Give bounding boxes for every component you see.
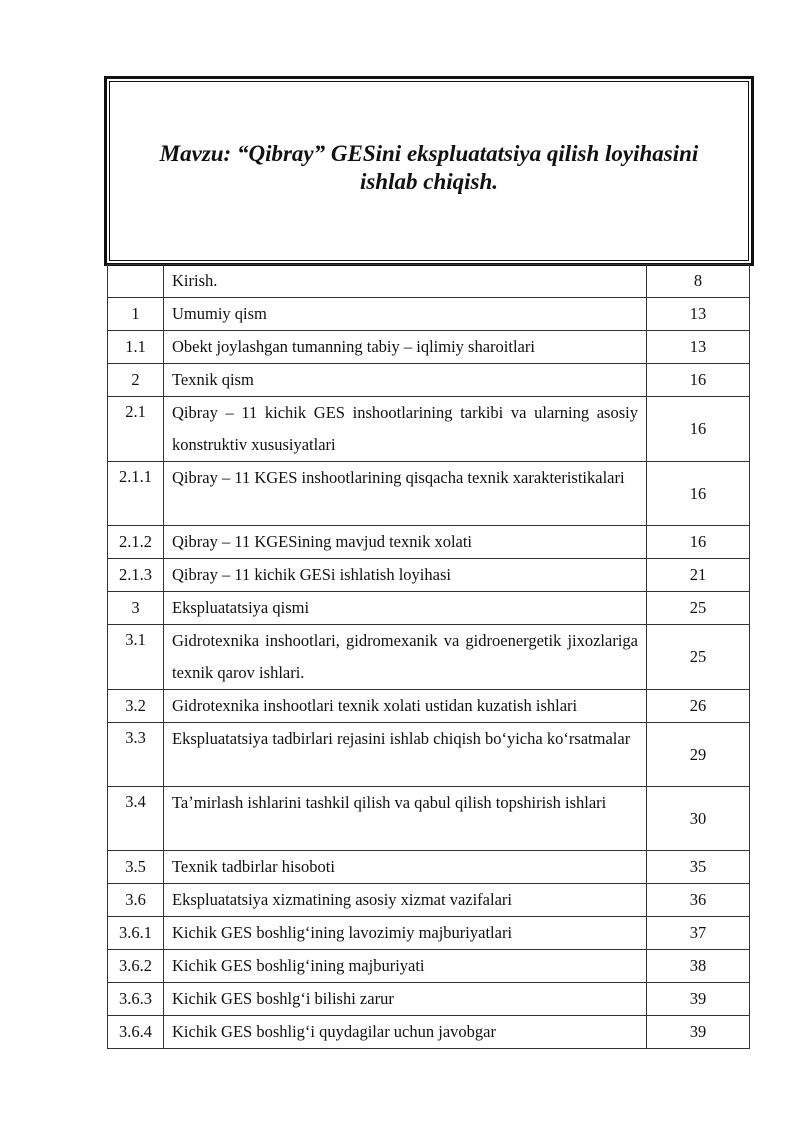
page-number: 35 bbox=[647, 851, 750, 884]
page-number: 21 bbox=[647, 559, 750, 592]
section-title: Qibray – 11 KGES inshootlarining qisqacha texnik xarakteristikalari bbox=[164, 462, 647, 526]
section-title: Qibray – 11 kichik GESi ishlatish loyihasi bbox=[164, 559, 647, 592]
section-title: Obekt joylashgan tumanning tabiy – iqlimiy sharoitlari bbox=[164, 331, 647, 364]
table-row bbox=[108, 950, 750, 983]
page-number: 30 bbox=[647, 787, 750, 851]
section-number: 3.6.4 bbox=[108, 1016, 164, 1049]
page-number: 37 bbox=[647, 917, 750, 950]
section-title: Gidrotexnika inshootlari texnik xolati ustidan kuzatish ishlari bbox=[164, 690, 647, 723]
section-number: 3.1 bbox=[108, 625, 164, 690]
table-row bbox=[108, 625, 750, 690]
page-number: 13 bbox=[647, 298, 750, 331]
table-row bbox=[108, 462, 750, 526]
section-number: 1 bbox=[108, 298, 164, 331]
section-number: 3 bbox=[108, 592, 164, 625]
section-number: 3.5 bbox=[108, 851, 164, 884]
section-number: 1.1 bbox=[108, 331, 164, 364]
section-title: Qibray – 11 KGESining mavjud texnik xolati bbox=[164, 526, 647, 559]
section-number bbox=[108, 265, 164, 298]
page-number: 29 bbox=[647, 723, 750, 787]
table-row bbox=[108, 690, 750, 723]
section-title: Kichik GES boshlgʻi bilishi zarur bbox=[164, 983, 647, 1016]
section-title: Umumiy qism bbox=[164, 298, 647, 331]
page-number: 25 bbox=[647, 592, 750, 625]
section-number: 2.1.2 bbox=[108, 526, 164, 559]
table-row bbox=[108, 298, 750, 331]
section-number: 2.1 bbox=[108, 397, 164, 462]
table-row bbox=[108, 917, 750, 950]
table-row bbox=[108, 884, 750, 917]
section-number: 3.4 bbox=[108, 787, 164, 851]
page-number: 8 bbox=[647, 265, 750, 298]
section-number: 3.6.2 bbox=[108, 950, 164, 983]
section-title: Ekspluatatsiya tadbirlari rejasini ishlab chiqish boʻyicha koʻrsatmalar bbox=[164, 723, 647, 787]
section-number: 3.2 bbox=[108, 690, 164, 723]
table-row bbox=[108, 559, 750, 592]
section-title: Kirish. bbox=[164, 265, 647, 298]
page-number: 39 bbox=[647, 1016, 750, 1049]
section-title: Ekspluatatsiya xizmatining asosiy xizmat vazifalari bbox=[164, 884, 647, 917]
page-number: 39 bbox=[647, 983, 750, 1016]
section-number: 3.6.3 bbox=[108, 983, 164, 1016]
table-row bbox=[108, 397, 750, 462]
section-title: Qibray – 11 kichik GES inshootlarining tarkibi va ularning asosiy konstruktiv xususiyatlari bbox=[164, 397, 647, 462]
title-box bbox=[104, 76, 754, 266]
table-row bbox=[108, 983, 750, 1016]
section-title: Texnik qism bbox=[164, 364, 647, 397]
section-number: 2.1.3 bbox=[108, 559, 164, 592]
section-title: Kichik GES boshligʻining lavozimiy majburiyatlari bbox=[164, 917, 647, 950]
table-row bbox=[108, 851, 750, 884]
table-of-contents bbox=[107, 264, 750, 1049]
section-title: Gidrotexnika inshootlari, gidromexanik va gidroenergetik jixozlariga texnik qarov ishlari. bbox=[164, 625, 647, 690]
section-title: Texnik tadbirlar hisoboti bbox=[164, 851, 647, 884]
page-number: 16 bbox=[647, 397, 750, 462]
section-number: 3.3 bbox=[108, 723, 164, 787]
page-number: 26 bbox=[647, 690, 750, 723]
page-number: 16 bbox=[647, 364, 750, 397]
page-number: 16 bbox=[647, 462, 750, 526]
page-number: 38 bbox=[647, 950, 750, 983]
section-title: Kichik GES boshligʻi quydagilar uchun javobgar bbox=[164, 1016, 647, 1049]
section-number: 2.1.1 bbox=[108, 462, 164, 526]
page-title: Mavzu: “Qibray” GESini ekspluatatsiya qilish loyihasini ishlab chiqish. bbox=[159, 141, 699, 194]
section-title: Kichik GES boshligʻining majburiyati bbox=[164, 950, 647, 983]
section-title: Ekspluatatsiya qismi bbox=[164, 592, 647, 625]
table-row bbox=[108, 787, 750, 851]
section-number: 2 bbox=[108, 364, 164, 397]
section-number: 3.6.1 bbox=[108, 917, 164, 950]
page-number: 16 bbox=[647, 526, 750, 559]
page-number: 13 bbox=[647, 331, 750, 364]
page-number: 36 bbox=[647, 884, 750, 917]
table-row bbox=[108, 723, 750, 787]
table-row bbox=[108, 592, 750, 625]
section-title: Taʼmirlash ishlarini tashkil qilish va qabul qilish topshirish ishlari bbox=[164, 787, 647, 851]
table-row bbox=[108, 1016, 750, 1049]
table-row bbox=[108, 265, 750, 298]
page-number: 25 bbox=[647, 625, 750, 690]
table-row bbox=[108, 331, 750, 364]
table-row bbox=[108, 364, 750, 397]
table-row bbox=[108, 526, 750, 559]
section-number: 3.6 bbox=[108, 884, 164, 917]
